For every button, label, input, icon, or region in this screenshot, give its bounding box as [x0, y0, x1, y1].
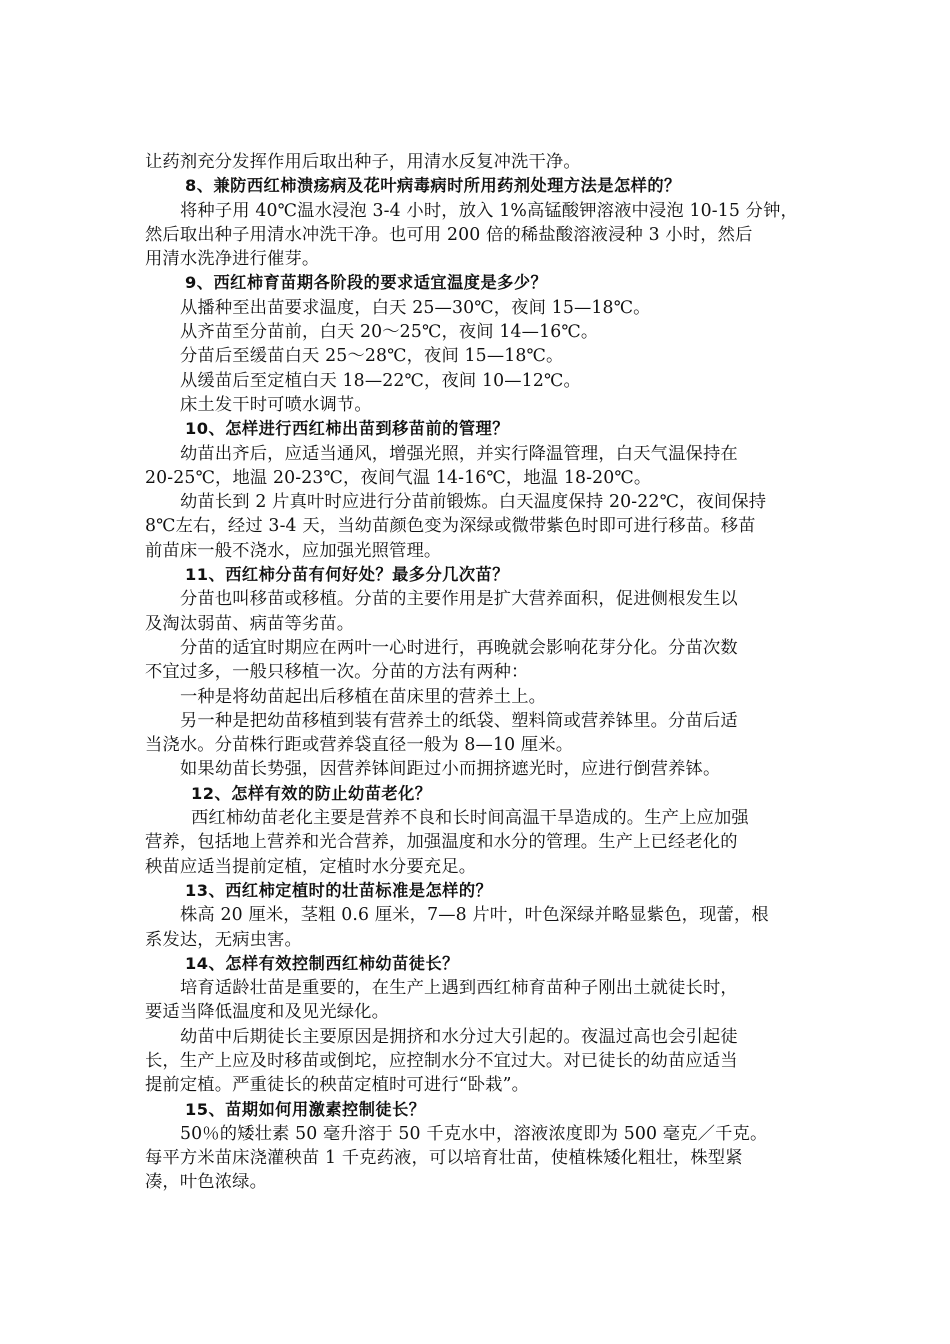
body-text-line: 分苗也叫移苗或移植。分苗的主要作用是扩大营养面积，促进侧根发生以	[180, 589, 738, 610]
body-text-line: 然后取出种子用清水冲洗干净。也可用 200 倍的稀盐酸溶液浸种 3 小时，然后	[145, 224, 753, 245]
question-heading: 10、怎样进行西红柿出苗到移苗前的管理？	[185, 419, 509, 439]
question-heading: 14、怎样有效控制西红柿幼苗徒长？	[185, 953, 459, 973]
body-text-line: 从齐苗至分苗前，白天 20～25℃，夜间 14—16℃。	[180, 322, 599, 343]
body-text-line: 不宜过多，一般只移植一次。分苗的方法有两种：	[145, 662, 529, 683]
body-text-line: 幼苗长到 2 片真叶时应进行分苗前锻炼。白天温度保持 20-22℃，夜间保持	[180, 492, 767, 513]
body-text-line: 用清水洗净进行催芽。	[145, 249, 320, 270]
question-heading: 12、怎样有效的防止幼苗老化？	[191, 783, 432, 803]
body-text-line: 营养，包括地上营养和光合营养，加强温度和水分的管理。生产上已经老化的	[145, 832, 738, 853]
body-text-line: 50％的矮壮素 50 毫升溶于 50 千克水中，溶液浓度即为 500 毫克／千克。	[180, 1123, 768, 1144]
body-text-line: 当浇水。分苗株行距或营养袋直径一般为 8—10 厘米。	[145, 735, 574, 756]
body-text-line: 幼苗出齐后，应适当通风，增强光照，并实行降温管理，白天气温保持在	[180, 443, 738, 464]
body-text-line: 培育适龄壮苗是重要的，在生产上遇到西红柿育苗种子刚出土就徒长时，	[180, 978, 738, 999]
question-heading: 9、西红柿育苗期各阶段的要求适宜温度是多少？	[185, 273, 548, 293]
body-text-line: 西红柿幼苗老化主要是营养不良和长时间高温干旱造成的。生产上应加强	[191, 808, 749, 829]
body-text-line: 另一种是把幼苗移植到装有营养土的纸袋、塑料筒或营养钵里。分苗后适	[180, 710, 738, 731]
body-text-line: 如果幼苗长势强，因营养钵间距过小而拥挤遮光时，应进行倒营养钵。	[180, 759, 721, 780]
body-text-line: 20-25℃，地温 20-23℃，夜间气温 14-16℃，地温 18-20℃。	[145, 467, 652, 488]
body-text-line: 凑，叶色浓绿。	[145, 1172, 268, 1193]
body-text-line: 要适当降低温度和及见光绿化。	[145, 1002, 390, 1023]
body-text-line: 从缓苗后至定植白天 18—22℃，夜间 10—12℃。	[180, 370, 581, 391]
body-text-line: 系发达，无病虫害。	[145, 929, 302, 950]
body-text-line: 前苗床一般不浇水，应加强光照管理。	[145, 540, 442, 561]
body-text-line: 8℃左右，经过 3-4 天，当幼苗颜色变为深绿或微带紫色时即可进行移苗。移苗	[145, 516, 756, 537]
body-text-line: 床土发干时可喷水调节。	[180, 394, 372, 415]
question-heading: 11、西红柿分苗有何好处？最多分几次苗？	[185, 565, 509, 585]
body-text-line: 株高 20 厘米，茎粗 0.6 厘米，7—8 片叶，叶色深绿并略显紫色，现蕾，根	[180, 905, 769, 926]
body-text-line: 长，生产上应及时移苗或倒坨，应控制水分不宜过大。对已徒长的幼苗应适当	[145, 1050, 738, 1071]
body-text-line: 分苗后至缓苗白天 25～28℃，夜间 15—18℃。	[180, 346, 564, 367]
body-text-line: 幼苗中后期徒长主要原因是拥挤和水分过大引起的。夜温过高也会引起徒	[180, 1026, 738, 1047]
body-text-line: 提前定植。严重徒长的秧苗定植时可进行“卧栽”。	[145, 1075, 530, 1096]
body-text-line: 让药剂充分发挥作用后取出种子，用清水反复冲洗干净。	[145, 152, 581, 172]
question-heading: 8、兼防西红柿溃疡病及花叶病毒病时所用药剂处理方法是怎样的？	[185, 176, 681, 196]
body-text-line: 分苗的适宜时期应在两叶一心时进行，再晚就会影响花芽分化。分苗次数	[180, 637, 738, 658]
body-text-line: 每平方米苗床浇灌秧苗 1 千克药液，可以培育壮苗，使植株矮化粗壮，株型紧	[145, 1148, 743, 1169]
body-text-line: 一种是将幼苗起出后移植在苗床里的营养土上。	[180, 686, 547, 707]
body-text-line: 及淘汰弱苗、病苗等劣苗。	[145, 613, 355, 634]
document-page	[145, 150, 810, 1195]
question-heading: 15、苗期如何用激素控制徒长？	[185, 1099, 426, 1119]
body-text-line: 从播种至出苗要求温度，白天 25—30℃，夜间 15—18℃。	[180, 297, 651, 318]
body-text-line: 秧苗应适当提前定植，定植时水分要充足。	[145, 856, 477, 877]
body-text-line: 将种子用 40℃温水浸泡 3-4 小时，放入 1%高锰酸钾溶液中浸泡 10-15 分钟，	[180, 200, 798, 221]
question-heading: 13、西红柿定植时的壮苗标准是怎样的？	[185, 880, 493, 900]
